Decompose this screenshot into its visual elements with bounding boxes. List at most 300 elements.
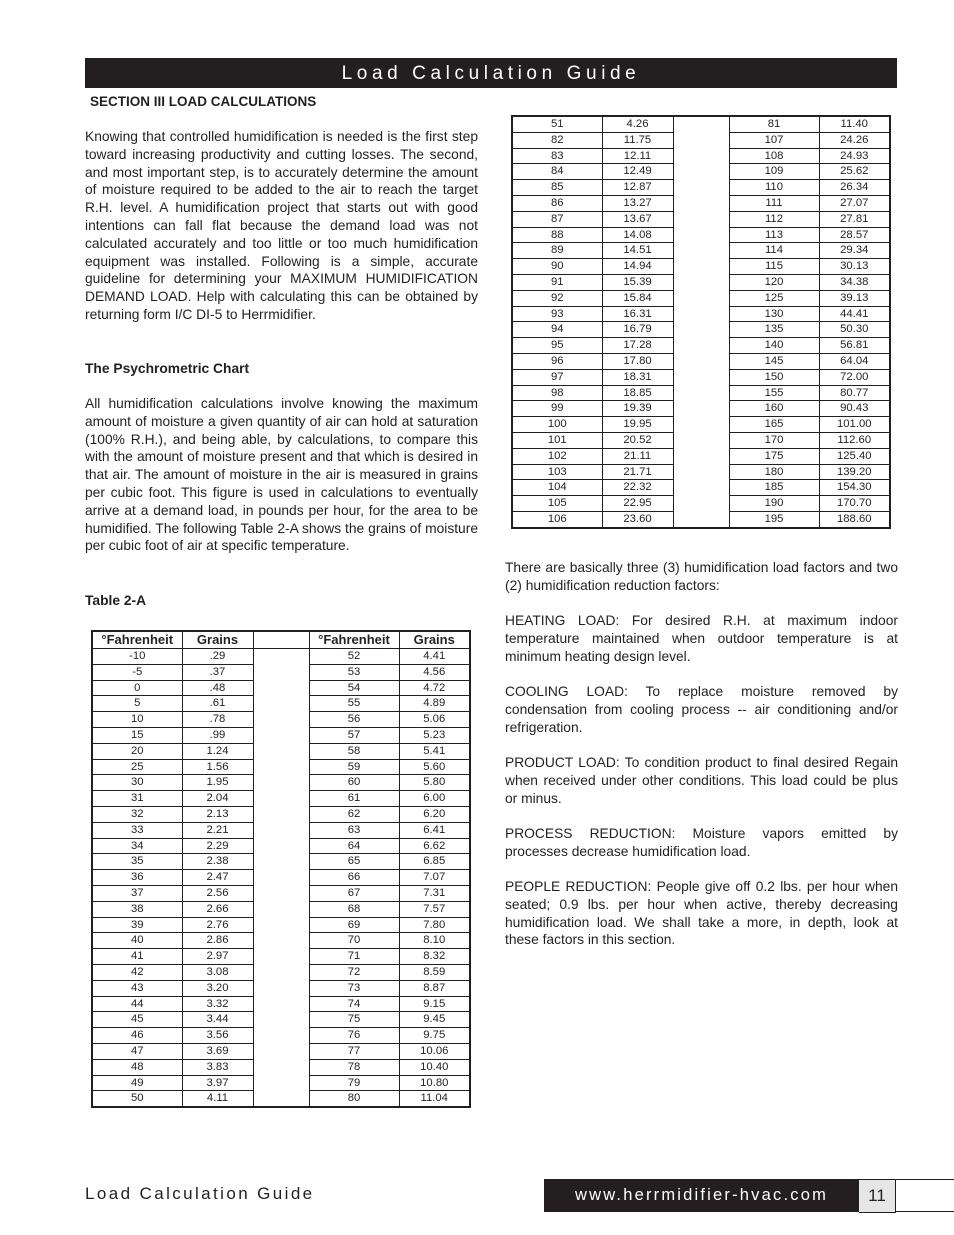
grains-cell: 6.00 (399, 791, 470, 807)
fahrenheit-cell: 90 (512, 259, 602, 275)
grains-cell: 1.56 (182, 759, 253, 775)
grains-cell: 7.31 (399, 885, 470, 901)
table-row (92, 712, 470, 728)
fahrenheit-cell: 95 (512, 338, 602, 354)
fahrenheit-cell: 68 (309, 901, 399, 917)
fahrenheit-cell: 39 (92, 917, 182, 933)
table-row (92, 917, 470, 933)
heating-load-paragraph: HEATING LOAD: For desired R.H. at maximum indoor temperature maintained when outdoor temperature is at minimum heating design level. (505, 613, 898, 664)
table-gap-cell (253, 631, 309, 649)
fahrenheit-cell: 33 (92, 822, 182, 838)
table-row (512, 448, 890, 464)
table-gap-cell (673, 259, 729, 275)
fahrenheit-cell: 15 (92, 727, 182, 743)
grains-cell: 3.20 (182, 980, 253, 996)
heating-load-block (505, 612, 898, 665)
fahrenheit-cell: 78 (309, 1059, 399, 1075)
fahrenheit-cell: 84 (512, 164, 602, 180)
grains-cell: 25.62 (819, 164, 890, 180)
table-gap-cell (673, 369, 729, 385)
table-row (92, 996, 470, 1012)
grains-cell: 44.41 (819, 306, 890, 322)
table-gap-cell (253, 743, 309, 759)
table-header-row (92, 631, 470, 649)
grains-table-right (511, 115, 891, 529)
table-gap-cell (673, 132, 729, 148)
grains-cell: 2.13 (182, 806, 253, 822)
table-gap-cell (253, 1091, 309, 1107)
grains-cell: 18.31 (602, 369, 673, 385)
grains-cell: 4.41 (399, 649, 470, 665)
fahrenheit-cell: 61 (309, 791, 399, 807)
grains-table-left (91, 630, 471, 1108)
fahrenheit-cell: 74 (309, 996, 399, 1012)
grains-cell: 4.89 (399, 696, 470, 712)
table-row (92, 854, 470, 870)
psychrometric-heading: The Psychrometric Chart (85, 361, 250, 376)
fahrenheit-cell: 79 (309, 1075, 399, 1091)
fahrenheit-cell: 5 (92, 696, 182, 712)
grains-cell: 17.80 (602, 353, 673, 369)
grains-cell: 12.87 (602, 180, 673, 196)
table-gap-cell (253, 854, 309, 870)
table-row (92, 901, 470, 917)
fahrenheit-cell: 43 (92, 980, 182, 996)
fahrenheit-cell: 46 (92, 1028, 182, 1044)
grains-cell: 5.06 (399, 712, 470, 728)
fahrenheit-cell: 38 (92, 901, 182, 917)
fahrenheit-cell: 96 (512, 353, 602, 369)
grains-cell: 29.34 (819, 243, 890, 259)
factors-intro: There are basically three (3) humidification load factors and two (2) humidification reduction factors: (505, 560, 898, 593)
grains-cell: 90.43 (819, 401, 890, 417)
fahrenheit-cell: 32 (92, 806, 182, 822)
table-gap-cell (253, 949, 309, 965)
grains-cell: 28.57 (819, 227, 890, 243)
grains-cell: 154.30 (819, 480, 890, 496)
table-row (92, 680, 470, 696)
table-gap-cell (673, 180, 729, 196)
table-row (512, 148, 890, 164)
table-gap-cell (673, 116, 729, 132)
fahrenheit-cell: 82 (512, 132, 602, 148)
grains-cell: 139.20 (819, 464, 890, 480)
table-gap-cell (253, 822, 309, 838)
grains-cell: 17.28 (602, 338, 673, 354)
grains-cell: 21.71 (602, 464, 673, 480)
table-gap-cell (253, 759, 309, 775)
fahrenheit-cell: 59 (309, 759, 399, 775)
people-reduction-block (505, 878, 898, 949)
fahrenheit-cell: 25 (92, 759, 182, 775)
table-gap-cell (253, 933, 309, 949)
grains-cell: 188.60 (819, 511, 890, 527)
fahrenheit-cell: 52 (309, 649, 399, 665)
table-row (92, 743, 470, 759)
table-row (92, 870, 470, 886)
table-row (92, 696, 470, 712)
fahrenheit-cell: 155 (729, 385, 819, 401)
table-row (92, 649, 470, 665)
psychrometric-paragraph: All humidification calculations involve knowing the maximum amount of moisture a given quantity of air can hold at saturation (100% R.H.), and being able, by calculations, to compare this with the amount of moisture present and that which is desired in that air. The amount of moisture in the air is measured in grains per cubic foot. This figure is used in calculations to eventually arrive at a demand load, in pounds per hour, for the area to be humidified. The following Table 2-A shows the grains of moisture per cubic foot of air at specific temperature. (85, 396, 478, 554)
table-gap-cell (253, 664, 309, 680)
table-row (92, 759, 470, 775)
table-gap-cell (253, 712, 309, 728)
fahrenheit-cell: 48 (92, 1059, 182, 1075)
fahrenheit-cell: 71 (309, 949, 399, 965)
table-gap-cell (253, 870, 309, 886)
table-gap-cell (673, 211, 729, 227)
fahrenheit-cell: 30 (92, 775, 182, 791)
fahrenheit-cell: 140 (729, 338, 819, 354)
intro-block (85, 128, 478, 324)
grains-cell: 64.04 (819, 353, 890, 369)
table-row (92, 964, 470, 980)
fahrenheit-cell: 65 (309, 854, 399, 870)
table-gap-cell (673, 480, 729, 496)
table-gap-cell (253, 791, 309, 807)
fahrenheit-cell: -5 (92, 664, 182, 680)
fahrenheit-cell: 91 (512, 274, 602, 290)
grains-cell: 16.79 (602, 322, 673, 338)
fahrenheit-cell: 190 (729, 496, 819, 512)
fahrenheit-cell: 60 (309, 775, 399, 791)
footer-title: Load Calculation Guide (85, 1184, 315, 1203)
grains-cell: 16.31 (602, 306, 673, 322)
grains-cell: 3.08 (182, 964, 253, 980)
fahrenheit-cell: 62 (309, 806, 399, 822)
fahrenheit-cell: 72 (309, 964, 399, 980)
table-row (92, 1043, 470, 1059)
table-gap-cell (253, 964, 309, 980)
table-gap-cell (253, 917, 309, 933)
fahrenheit-cell: 47 (92, 1043, 182, 1059)
grains-cell: 9.45 (399, 1012, 470, 1028)
table-gap-cell (673, 464, 729, 480)
grains-cell: 27.81 (819, 211, 890, 227)
table-gap-cell (253, 806, 309, 822)
table-gap-cell (253, 996, 309, 1012)
fahrenheit-cell: 31 (92, 791, 182, 807)
header-grains-2: Grains (399, 631, 470, 649)
table-gap-cell (673, 338, 729, 354)
fahrenheit-cell: 41 (92, 949, 182, 965)
grains-cell: 39.13 (819, 290, 890, 306)
table-row (512, 274, 890, 290)
fahrenheit-cell: 50 (92, 1091, 182, 1107)
fahrenheit-cell: 100 (512, 417, 602, 433)
table-row (92, 664, 470, 680)
product-load-paragraph: PRODUCT LOAD: To condition product to final desired Regain when received under other conditions. This load could be plus or minus. (505, 755, 898, 806)
grains-cell: 34.38 (819, 274, 890, 290)
fahrenheit-cell: 160 (729, 401, 819, 417)
grains-cell: 1.24 (182, 743, 253, 759)
grains-cell: 26.34 (819, 180, 890, 196)
fahrenheit-cell: 86 (512, 195, 602, 211)
psychrometric-block (85, 395, 478, 555)
header-title: Load Calculation Guide (341, 63, 641, 84)
table-row (512, 385, 890, 401)
grains-cell: 19.95 (602, 417, 673, 433)
table-gap-cell (253, 1012, 309, 1028)
grains-cell: 4.72 (399, 680, 470, 696)
grains-cell: 23.60 (602, 511, 673, 527)
fahrenheit-cell: 97 (512, 369, 602, 385)
grains-cell: 24.93 (819, 148, 890, 164)
fahrenheit-cell: 125 (729, 290, 819, 306)
fahrenheit-cell: 58 (309, 743, 399, 759)
table-gap-cell (673, 195, 729, 211)
fahrenheit-cell: 56 (309, 712, 399, 728)
table-gap-cell (253, 727, 309, 743)
grains-cell: 50.30 (819, 322, 890, 338)
header-fahrenheit-2: °Fahrenheit (309, 631, 399, 649)
fahrenheit-cell: 10 (92, 712, 182, 728)
fahrenheit-cell: 51 (512, 116, 602, 132)
table-row (512, 496, 890, 512)
fahrenheit-cell: 170 (729, 432, 819, 448)
grains-cell: 112.60 (819, 432, 890, 448)
fahrenheit-cell: 0 (92, 680, 182, 696)
grains-cell: 15.84 (602, 290, 673, 306)
cooling-load-paragraph: COOLING LOAD: To replace moisture removed by condensation from cooling process -- air conditioning and/or refrigeration. (505, 684, 898, 735)
table-row (512, 180, 890, 196)
grains-cell: 4.56 (399, 664, 470, 680)
grains-cell: 5.41 (399, 743, 470, 759)
table-gap-cell (253, 696, 309, 712)
table-gap-cell (673, 401, 729, 417)
fahrenheit-cell: 81 (729, 116, 819, 132)
table-row (512, 322, 890, 338)
table-gap-cell (673, 353, 729, 369)
grains-cell: 7.07 (399, 870, 470, 886)
table-row (512, 306, 890, 322)
fahrenheit-cell: 80 (309, 1091, 399, 1107)
fahrenheit-cell: 89 (512, 243, 602, 259)
fahrenheit-cell: 53 (309, 664, 399, 680)
process-reduction-block (505, 825, 898, 861)
table-gap-cell (253, 775, 309, 791)
fahrenheit-cell: 70 (309, 933, 399, 949)
fahrenheit-cell: 54 (309, 680, 399, 696)
grains-cell: 7.57 (399, 901, 470, 917)
fahrenheit-cell: 165 (729, 417, 819, 433)
grains-cell: 6.62 (399, 838, 470, 854)
table-gap-cell (673, 148, 729, 164)
fahrenheit-cell: 57 (309, 727, 399, 743)
table-gap-cell (673, 417, 729, 433)
table-row (512, 401, 890, 417)
grains-cell: .99 (182, 727, 253, 743)
table-gap-cell (253, 1075, 309, 1091)
footer-url-text[interactable]: www.herrmidifier-hvac.com (574, 1186, 829, 1204)
grains-cell: .29 (182, 649, 253, 665)
table-gap-cell (673, 511, 729, 527)
grains-cell: 13.67 (602, 211, 673, 227)
table-row (512, 164, 890, 180)
table-row (512, 432, 890, 448)
grains-cell: 5.23 (399, 727, 470, 743)
table-gap-cell (673, 290, 729, 306)
table-gap-cell (253, 1059, 309, 1075)
grains-cell: 80.77 (819, 385, 890, 401)
table-row (92, 791, 470, 807)
grains-cell: 8.59 (399, 964, 470, 980)
grains-cell: 5.80 (399, 775, 470, 791)
fahrenheit-cell: 40 (92, 933, 182, 949)
fahrenheit-cell: 108 (729, 148, 819, 164)
table-gap-cell (673, 385, 729, 401)
table-gap-cell (673, 227, 729, 243)
fahrenheit-cell: 67 (309, 885, 399, 901)
table-row (512, 480, 890, 496)
grains-cell: 13.27 (602, 195, 673, 211)
fahrenheit-cell: 113 (729, 227, 819, 243)
table-row (512, 417, 890, 433)
table-row (512, 259, 890, 275)
table-gap-cell (253, 901, 309, 917)
table-gap-cell (673, 322, 729, 338)
fahrenheit-cell: 180 (729, 464, 819, 480)
fahrenheit-cell: 94 (512, 322, 602, 338)
fahrenheit-cell: 110 (729, 180, 819, 196)
table-row (512, 227, 890, 243)
fahrenheit-cell: 114 (729, 243, 819, 259)
fahrenheit-cell: 145 (729, 353, 819, 369)
fahrenheit-cell: 103 (512, 464, 602, 480)
grains-cell: 20.52 (602, 432, 673, 448)
fahrenheit-cell: 111 (729, 195, 819, 211)
fahrenheit-cell: 106 (512, 511, 602, 527)
fahrenheit-cell: 63 (309, 822, 399, 838)
fahrenheit-cell: 34 (92, 838, 182, 854)
fahrenheit-cell: 75 (309, 1012, 399, 1028)
process-reduction-paragraph: PROCESS REDUCTION: Moisture vapors emitted by processes decrease humidification load. (505, 826, 898, 859)
grains-cell: 3.44 (182, 1012, 253, 1028)
page-header (85, 58, 897, 88)
table-row (92, 1012, 470, 1028)
grains-cell: 12.49 (602, 164, 673, 180)
people-reduction-paragraph: PEOPLE REDUCTION: People give off 0.2 lbs. per hour when seated; 0.9 lbs. per hour when active, thereby decreasing humidification load. We shall take a more, in depth, look at these factors in this section. (505, 879, 898, 948)
grains-cell: 8.10 (399, 933, 470, 949)
grains-cell: 12.11 (602, 148, 673, 164)
grains-cell: 125.40 (819, 448, 890, 464)
fahrenheit-cell: 36 (92, 870, 182, 886)
grains-cell: .78 (182, 712, 253, 728)
fahrenheit-cell: 98 (512, 385, 602, 401)
grains-cell: 72.00 (819, 369, 890, 385)
grains-cell: 2.86 (182, 933, 253, 949)
table-label: Table 2-A (85, 593, 147, 608)
header-grains-1: Grains (182, 631, 253, 649)
table-gap-cell (673, 164, 729, 180)
table-row (92, 838, 470, 854)
grains-cell: 170.70 (819, 496, 890, 512)
footer-rule (895, 1179, 954, 1212)
fahrenheit-cell: 77 (309, 1043, 399, 1059)
fahrenheit-cell: 102 (512, 448, 602, 464)
grains-cell: 19.39 (602, 401, 673, 417)
grains-cell: 7.80 (399, 917, 470, 933)
grains-cell: 24.26 (819, 132, 890, 148)
fahrenheit-cell: 45 (92, 1012, 182, 1028)
grains-cell: 8.32 (399, 949, 470, 965)
fahrenheit-cell: 150 (729, 369, 819, 385)
factors-intro-block (505, 559, 898, 595)
fahrenheit-cell: 37 (92, 885, 182, 901)
fahrenheit-cell: 88 (512, 227, 602, 243)
grains-cell: 3.56 (182, 1028, 253, 1044)
grains-cell: 2.56 (182, 885, 253, 901)
page-number: 11 (859, 1179, 896, 1213)
table-gap-cell (253, 980, 309, 996)
grains-cell: 2.66 (182, 901, 253, 917)
grains-cell: 22.95 (602, 496, 673, 512)
fahrenheit-cell: 93 (512, 306, 602, 322)
table-gap-cell (673, 274, 729, 290)
fahrenheit-cell: 104 (512, 480, 602, 496)
footer-url[interactable] (544, 1179, 859, 1212)
table-row (512, 132, 890, 148)
grains-cell: 3.97 (182, 1075, 253, 1091)
table-row (92, 1059, 470, 1075)
grains-cell: 27.07 (819, 195, 890, 211)
fahrenheit-cell: 20 (92, 743, 182, 759)
cooling-load-block (505, 683, 898, 736)
grains-cell: 9.75 (399, 1028, 470, 1044)
table-row (92, 775, 470, 791)
grains-cell: 10.80 (399, 1075, 470, 1091)
fahrenheit-cell: 107 (729, 132, 819, 148)
table-row (512, 464, 890, 480)
grains-cell: 30.13 (819, 259, 890, 275)
grains-cell: 3.83 (182, 1059, 253, 1075)
grains-cell: 2.21 (182, 822, 253, 838)
grains-cell: 101.00 (819, 417, 890, 433)
grains-cell: 14.94 (602, 259, 673, 275)
psychrometric-heading-block (85, 361, 478, 376)
table-gap-cell (253, 885, 309, 901)
table-row (512, 243, 890, 259)
fahrenheit-cell: 73 (309, 980, 399, 996)
grains-cell: 15.39 (602, 274, 673, 290)
grains-cell: 6.41 (399, 822, 470, 838)
table-row (512, 195, 890, 211)
table-gap-cell (673, 496, 729, 512)
grains-cell: 2.97 (182, 949, 253, 965)
grains-cell: 18.85 (602, 385, 673, 401)
fahrenheit-cell: 112 (729, 211, 819, 227)
fahrenheit-cell: 69 (309, 917, 399, 933)
table-row (92, 806, 470, 822)
table-row (512, 369, 890, 385)
table-gap-cell (673, 432, 729, 448)
table-gap-cell (673, 243, 729, 259)
grains-cell: 6.85 (399, 854, 470, 870)
section-title: SECTION III LOAD CALCULATIONS (90, 94, 317, 109)
table-row (512, 116, 890, 132)
table-gap-cell (253, 838, 309, 854)
table-gap-cell (253, 680, 309, 696)
grains-cell: 11.04 (399, 1091, 470, 1107)
table-row (92, 822, 470, 838)
grains-cell: .61 (182, 696, 253, 712)
grains-cell: 2.38 (182, 854, 253, 870)
grains-cell: 3.32 (182, 996, 253, 1012)
grains-cell: 2.04 (182, 791, 253, 807)
grains-cell: 21.11 (602, 448, 673, 464)
fahrenheit-cell: 135 (729, 322, 819, 338)
